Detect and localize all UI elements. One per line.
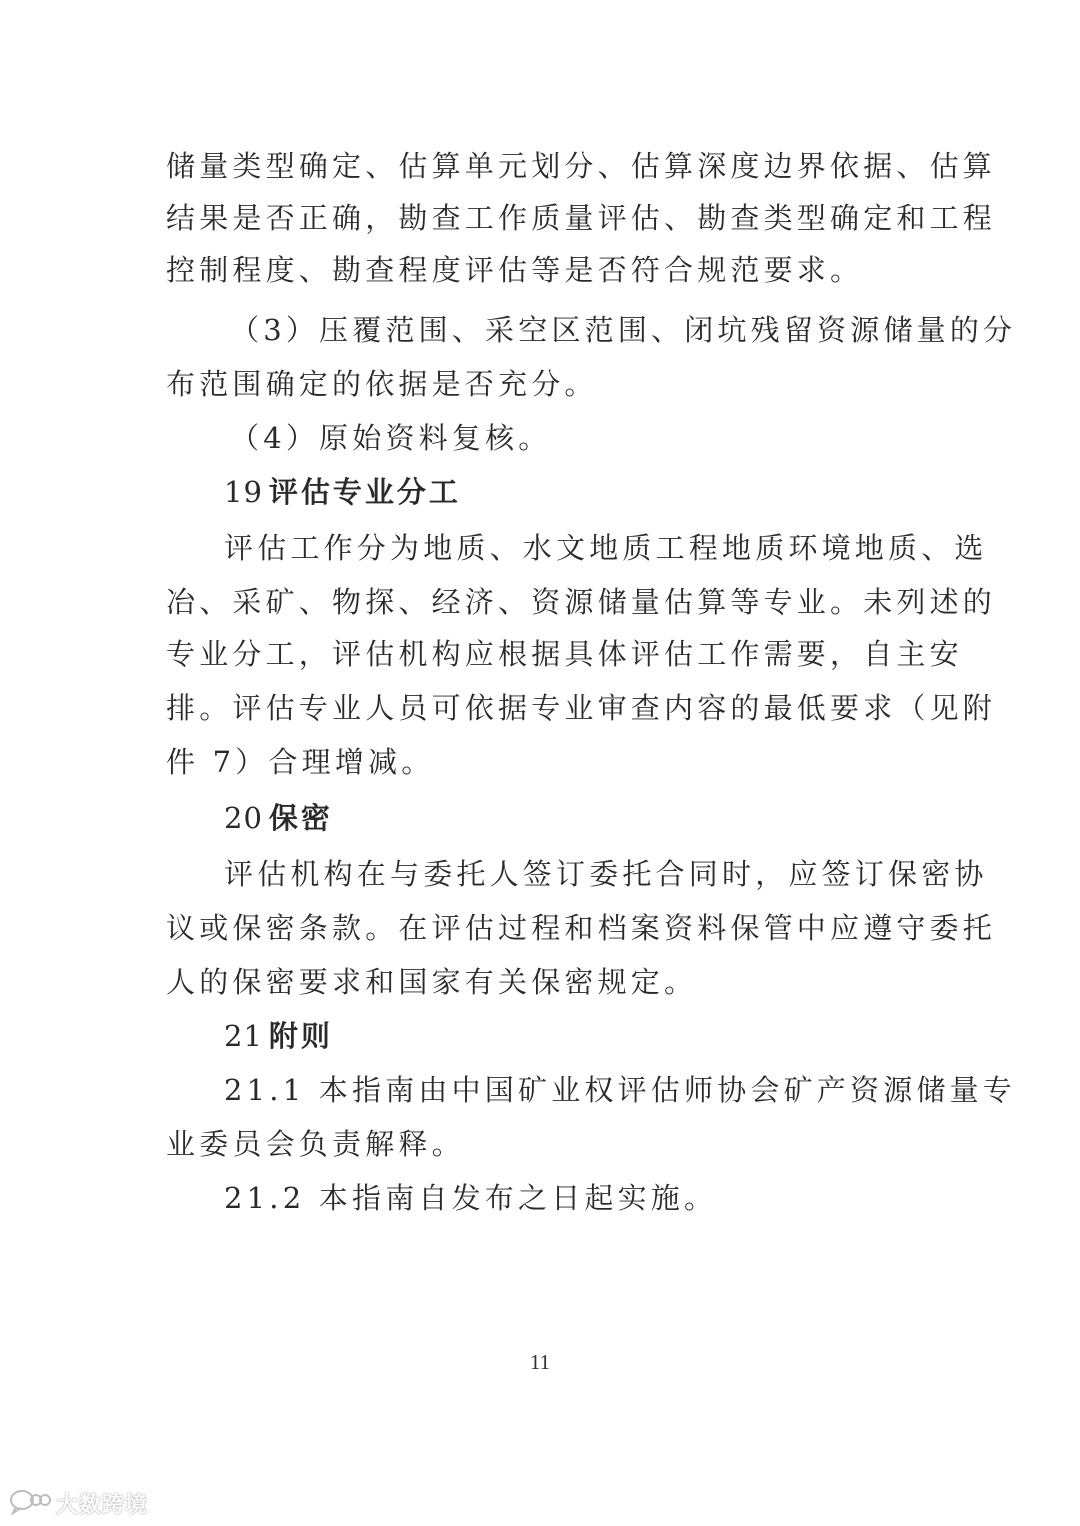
paragraph-line: 专业分工，评估机构应根据具体评估工作需要，自主安 xyxy=(166,637,963,671)
page-number: 11 xyxy=(529,1350,551,1374)
section-number: 19 xyxy=(224,475,263,509)
paragraph-line: 评估机构在与委托人签订委托合同时，应签订保密协 xyxy=(224,857,988,891)
section-heading-19 xyxy=(224,474,461,510)
paragraph-line: 控制程度、勘查程度评估等是否符合规范要求。 xyxy=(166,253,864,287)
paragraph-line: （3）压覆范围、采空区范围、闭坑残留资源储量的分 xyxy=(230,313,1017,347)
paragraph-line: 储量类型确定、估算单元划分、估算深度边界依据、估算 xyxy=(166,149,997,183)
section-number: 20 xyxy=(224,801,263,835)
watermark xyxy=(8,1488,148,1518)
paragraph-line: 21.2 本指南自发布之日起实施。 xyxy=(224,1181,718,1215)
paragraph-line: 业委员会负责解释。 xyxy=(166,1127,465,1161)
section-title: 附则 xyxy=(268,1019,333,1053)
section-heading-20 xyxy=(224,800,333,836)
paragraph-line: 冶、采矿、物探、经济、资源储量估算等专业。未列述的 xyxy=(166,585,997,619)
paragraph-line: 评估工作分为地质、水文地质工程地质环境地质、选 xyxy=(224,531,988,565)
paragraph-line: 议或保密条款。在评估过程和档案资料保管中应遵守委托 xyxy=(166,911,997,945)
section-heading-21 xyxy=(224,1018,333,1054)
chat-bubble-logo-icon xyxy=(8,1487,52,1519)
watermark-text: 大数跨境 xyxy=(56,1492,149,1518)
section-title: 保密 xyxy=(268,801,333,835)
paragraph-line: 件 7）合理增减。 xyxy=(166,745,435,779)
paragraph-line: 21.1 本指南由中国矿业权评估师协会矿产资源储量专 xyxy=(224,1073,1016,1107)
paragraph-line: 结果是否正确，勘查工作质量评估、勘查类型确定和工程 xyxy=(166,201,997,235)
paragraph-line: 人的保密要求和国家有关保密规定。 xyxy=(166,965,698,999)
section-title: 评估专业分工 xyxy=(268,475,461,509)
paragraph-line: 布范围确定的依据是否充分。 xyxy=(166,367,598,401)
paragraph-line: （4）原始资料复核。 xyxy=(230,421,552,455)
paragraph-line: 排。评估专业人员可依据专业审查内容的最低要求（见附 xyxy=(166,691,997,725)
section-number: 21 xyxy=(224,1019,263,1053)
